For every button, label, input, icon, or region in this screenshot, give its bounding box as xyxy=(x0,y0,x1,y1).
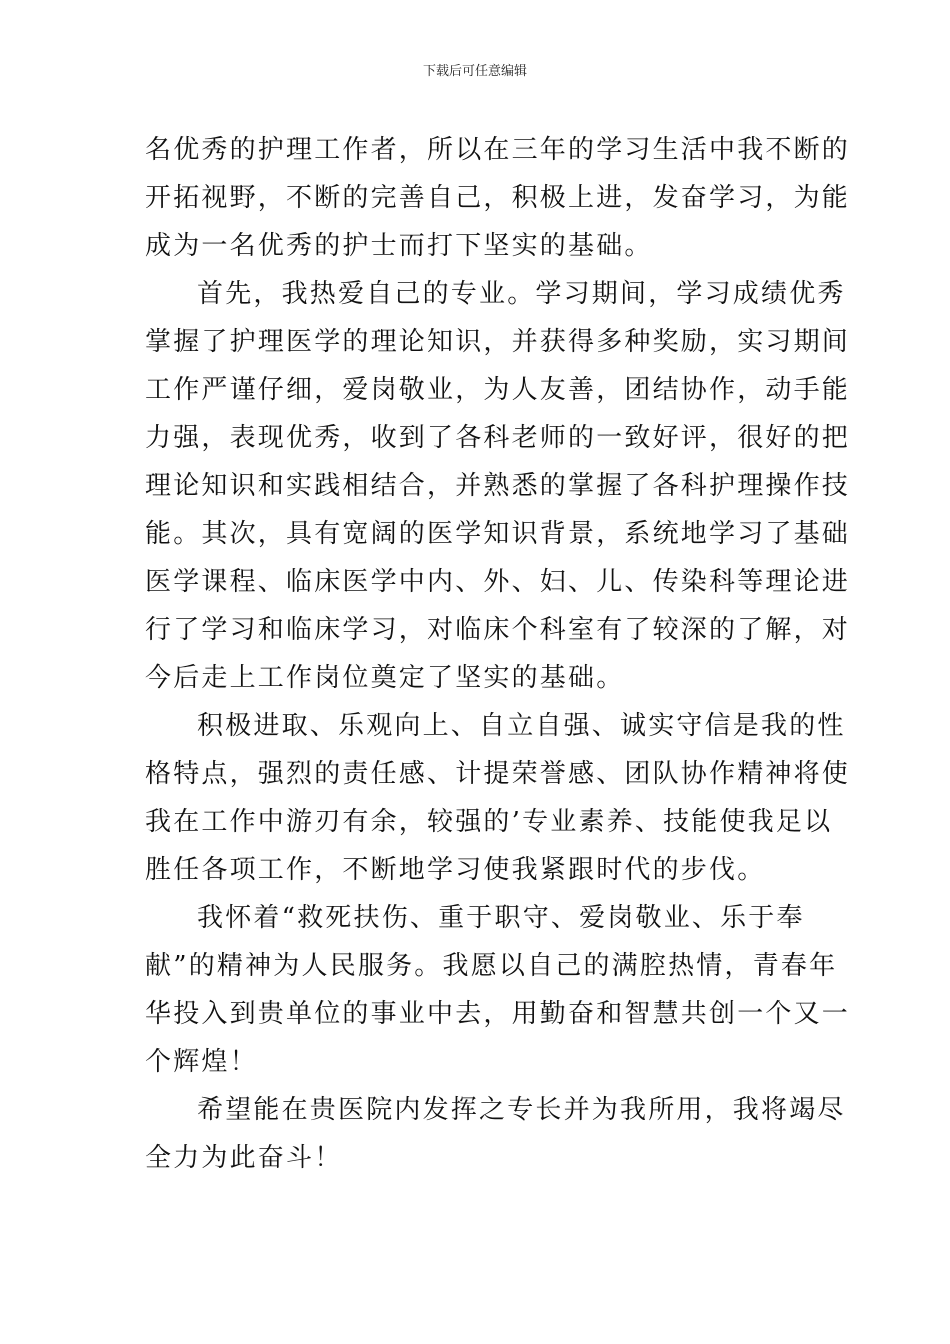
text-line: 华投入到贵单位的事业中去，用勤奋和智慧共创一个又一 xyxy=(145,999,851,1029)
text-line: 胜任各项工作，不断地学习使我紧跟时代的步伐。 xyxy=(145,855,766,885)
text-line: 积极进取、乐观向上、自立自强、诚实守信是我的性 xyxy=(197,711,846,741)
page-header: 下载后可任意编辑 xyxy=(422,64,527,79)
text-line: 今后走上工作岗位奠定了坚实的基础。 xyxy=(145,663,625,693)
text-line: 格特点，强烈的责任感、计提荣誉感、团队协作精神将使 xyxy=(145,759,851,789)
text-line: 成为一名优秀的护士而打下坚实的基础。 xyxy=(145,231,653,261)
paragraph-2 xyxy=(145,270,851,702)
text-line: 名优秀的护理工作者，所以在三年的学习生活中我不断的 xyxy=(145,135,851,165)
text-line: 理论知识和实践相结合，并熟悉的掌握了各科护理操作技 xyxy=(145,471,851,501)
text-line: 个辉煌！ xyxy=(145,1047,258,1077)
text-line: 希望能在贵医院内发挥之专长并为我所用，我将竭尽 xyxy=(197,1095,846,1125)
paragraph-1 xyxy=(145,126,851,270)
paragraph-3 xyxy=(145,702,851,894)
text-line: 开拓视野，不断的完善自己，积极上进，发奋学习，为能 xyxy=(145,183,851,213)
text-line: 能。其次，具有宽阔的医学知识背景，系统地学习了基础 xyxy=(145,519,851,549)
text-line: 我在工作中游刃有余，较强的’专业素养、技能使我足以 xyxy=(145,807,833,837)
text-line: 医学课程、临床医学中内、外、妇、儿、传染科等理论进 xyxy=(145,567,851,597)
paragraph-4 xyxy=(145,894,851,1086)
text-line: 力强，表现优秀，收到了各科老师的一致好评，很好的把 xyxy=(145,423,851,453)
text-line: 我怀着“救死扶伤、重于职守、爱岗敬业、乐于奉 xyxy=(197,903,805,933)
text-line: 献”的精神为人民服务。我愿以自己的满腔热情，青春年 xyxy=(145,951,838,981)
paragraph-5 xyxy=(145,1086,846,1182)
text-line: 行了学习和临床学习，对临床个科室有了较深的了解，对 xyxy=(145,615,851,645)
document-body xyxy=(145,126,851,1182)
text-line: 工作严谨仔细，爱岗敬业，为人友善，团结协作，动手能 xyxy=(145,375,851,405)
text-line: 首先，我热爱自己的专业。学习期间，学习成绩优秀 xyxy=(197,279,846,309)
text-line: 掌握了护理医学的理论知识，并获得多种奖励，实习期间 xyxy=(145,327,851,357)
text-line: 全力为此奋斗！ xyxy=(145,1143,343,1173)
